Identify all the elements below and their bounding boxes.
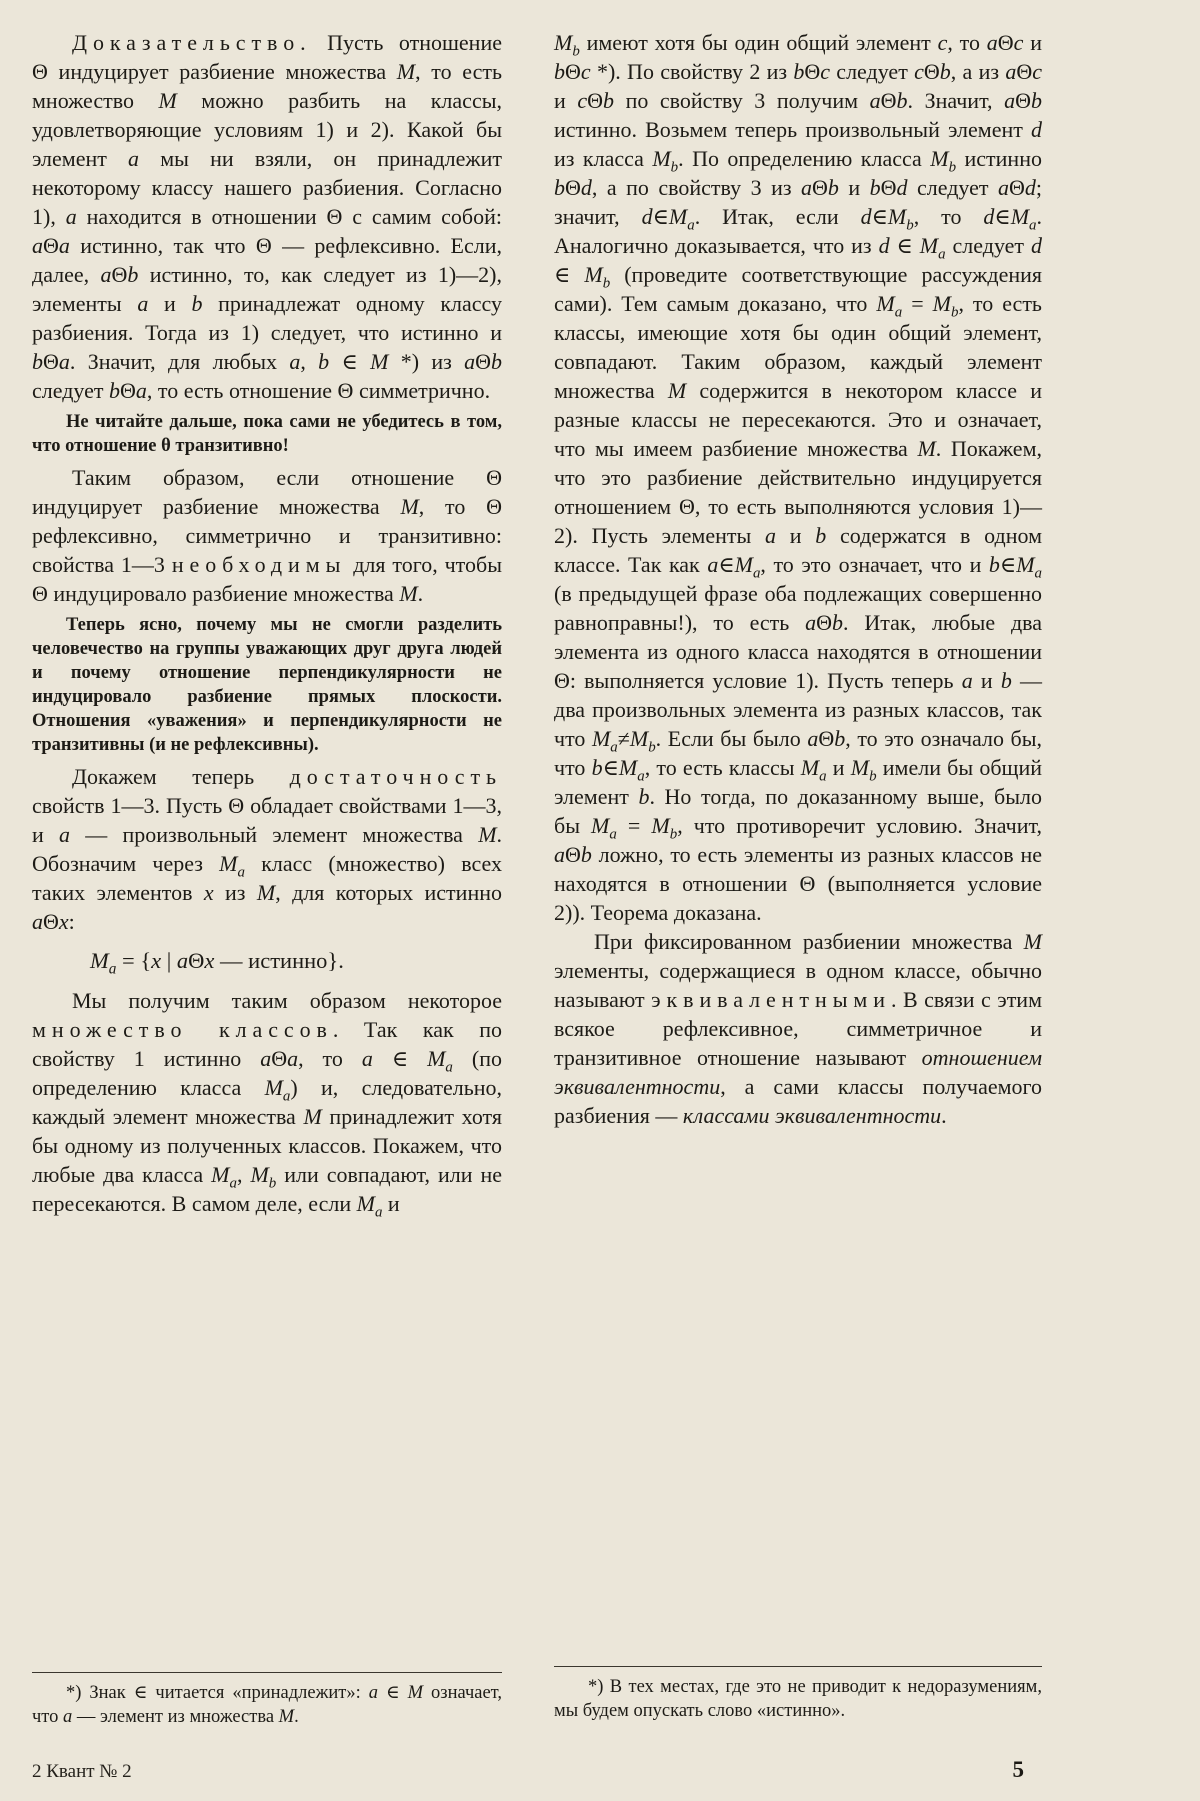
page-number: 5 [1012, 1757, 1024, 1782]
footnote-membership-sign: *) Знак ∈ читается «принадлежит»: a ∈ M означает, что a — элемент из множества M. [32, 1672, 502, 1729]
paragraph-necessity: Таким образом, если отношение Θ индуцирует разбиение множества M, то Θ рефлексивно, симметрично и транзитивно: свойства 1—3 необходимы для того, чтобы Θ индуцировало разбиение множества M. [32, 465, 502, 606]
note-perpendicularity-remark: Теперь ясно, почему мы не смогли разделить человечество на группы уважающих друг друга людей и почему отношение перпендикулярности не индуцировало разбиение прямых плоскости. Отношения «уважения» и перпендикулярности не транзитивны (и не рефлексивны). [32, 615, 502, 755]
formula-class-definition: $M_a = \{x$ | aΘx — истинно}. [90, 948, 344, 978]
right-column [554, 28, 1042, 1783]
paragraph-sufficiency: Докажем теперь достаточность свойств 1—3. Пусть Θ обладает свойствами 1—3, и a — произвольный элемент множества M. Обозначим через $M_a$ класс (множество) всех таких элементов x из M, для которых истинно aΘx: [32, 764, 503, 934]
two-column-layout [32, 28, 1042, 1783]
paragraph-proof-continuation: $M_b$ имеют хотя бы один общий элемент c, то aΘc и bΘc *). По свойству 2 из bΘc следует cΘb, а из aΘc и cΘb по свойству 3 получим aΘb. Значит, aΘb истинно. Возьмем теперь произвольный элемент d из класса $M_b$. По определению класса $M_b$ истинно bΘd, а по свойству 3 из aΘb и bΘd следует aΘd; значит, $d\in M_a$. Итак, если $d\in M_b$, то $d\in M_a$. Аналогично доказывается, что из d ∈ $M_a$ следует d ∈ $M_b$ (проведите соответствующие рассуждения сами). Тем самым доказано, что $M_a = M_b$, то есть классы, имеющие хотя бы один общий элемент, совпадают. Таким образом, каждый элемент множества M содержится в некотором классе и разные классы не пересекаются. Это и означает, что мы имеем разбиение множества M. Покажем, что это разбиение действительно индуцируется отношением Θ, то есть выполняются условия 1)—2). Пусть элементы a и b содержатся в одном классе. Так как $a\in M_a$, то это означает, что и $b\in M_a$ (в предыдущей фразе оба подлежащих совершенно равноправны!), то есть aΘb. Итак, любые два элемента из одного класса находятся в отношении Θ: выполняется условие 1). Пусть теперь a и b — два произвольных элемента из разных классов, так что $M_a\ne M_b$. Если бы было aΘb, то это означало бы, что $b\in M_a$, то есть классы $M_a$ и $M_b$ имели бы общий элемент b. Но тогда, по доказанному выше, было бы $M_a = M_b$, что противоречит условию. Значит, aΘb ложно, то есть элементы из разных классов не находятся в отношении Θ (выполняется условие 2)). Теорема доказана. [554, 30, 1043, 925]
footnote-omit-istinno: *) В тех местах, где это не приводит к недоразумениям, мы будем опускать слово «истинно». [554, 1666, 1042, 1723]
note-transitivity-exercise: Не читайте дальше, пока сами не убедитесь в том, что отношение θ транзитивно! [32, 412, 502, 456]
left-column [32, 28, 502, 1783]
paragraph-classes: Мы получим таким образом некоторое множество классов. Так как по свойству 1 истинно aΘa, то a ∈ $M_a$ (по определению класса $M_a$) и, следовательно, каждый элемент множества M принадлежит хотя бы одному из полученных классов. Покажем, что любые два класса $M_a$, $M_b$ или совпадают, или не пересекаются. В самом деле, если $M_a$ и [32, 988, 503, 1221]
journal-imprint: 2 Квант № 2 [32, 1761, 132, 1782]
paragraph-proof-start: Доказательство. Пусть отношение Θ индуцирует разбиение множества M, то есть множество M можно разбить на классы, удовлетворяющие условиям 1) и 2). Какой бы элемент a мы ни взяли, он принадлежит некоторому классу нашего разбиения. Согласно 1), a находится в отношении Θ с самим собой: aΘa истинно, так что Θ — рефлексивно. Если, далее, aΘb истинно, то, как следует из 1)—2), элементы a и b принадлежат одному классу разбиения. Тогда из 1) следует, что истинно и bΘa. Значит, для любых a, b ∈ M *) из aΘb следует bΘa, то есть отношение Θ симметрично. [32, 30, 503, 403]
paragraph-equivalence-definition: При фиксированном разбиении множества M элементы, содержащиеся в одном классе, обычно называют эквивалентными. В связи с этим всякое рефлексивное, симметричное и транзитивное отношение называют отношением эквивалентности, а сами классы получаемого разбиения — классами эквивалентности. [554, 929, 1042, 1128]
